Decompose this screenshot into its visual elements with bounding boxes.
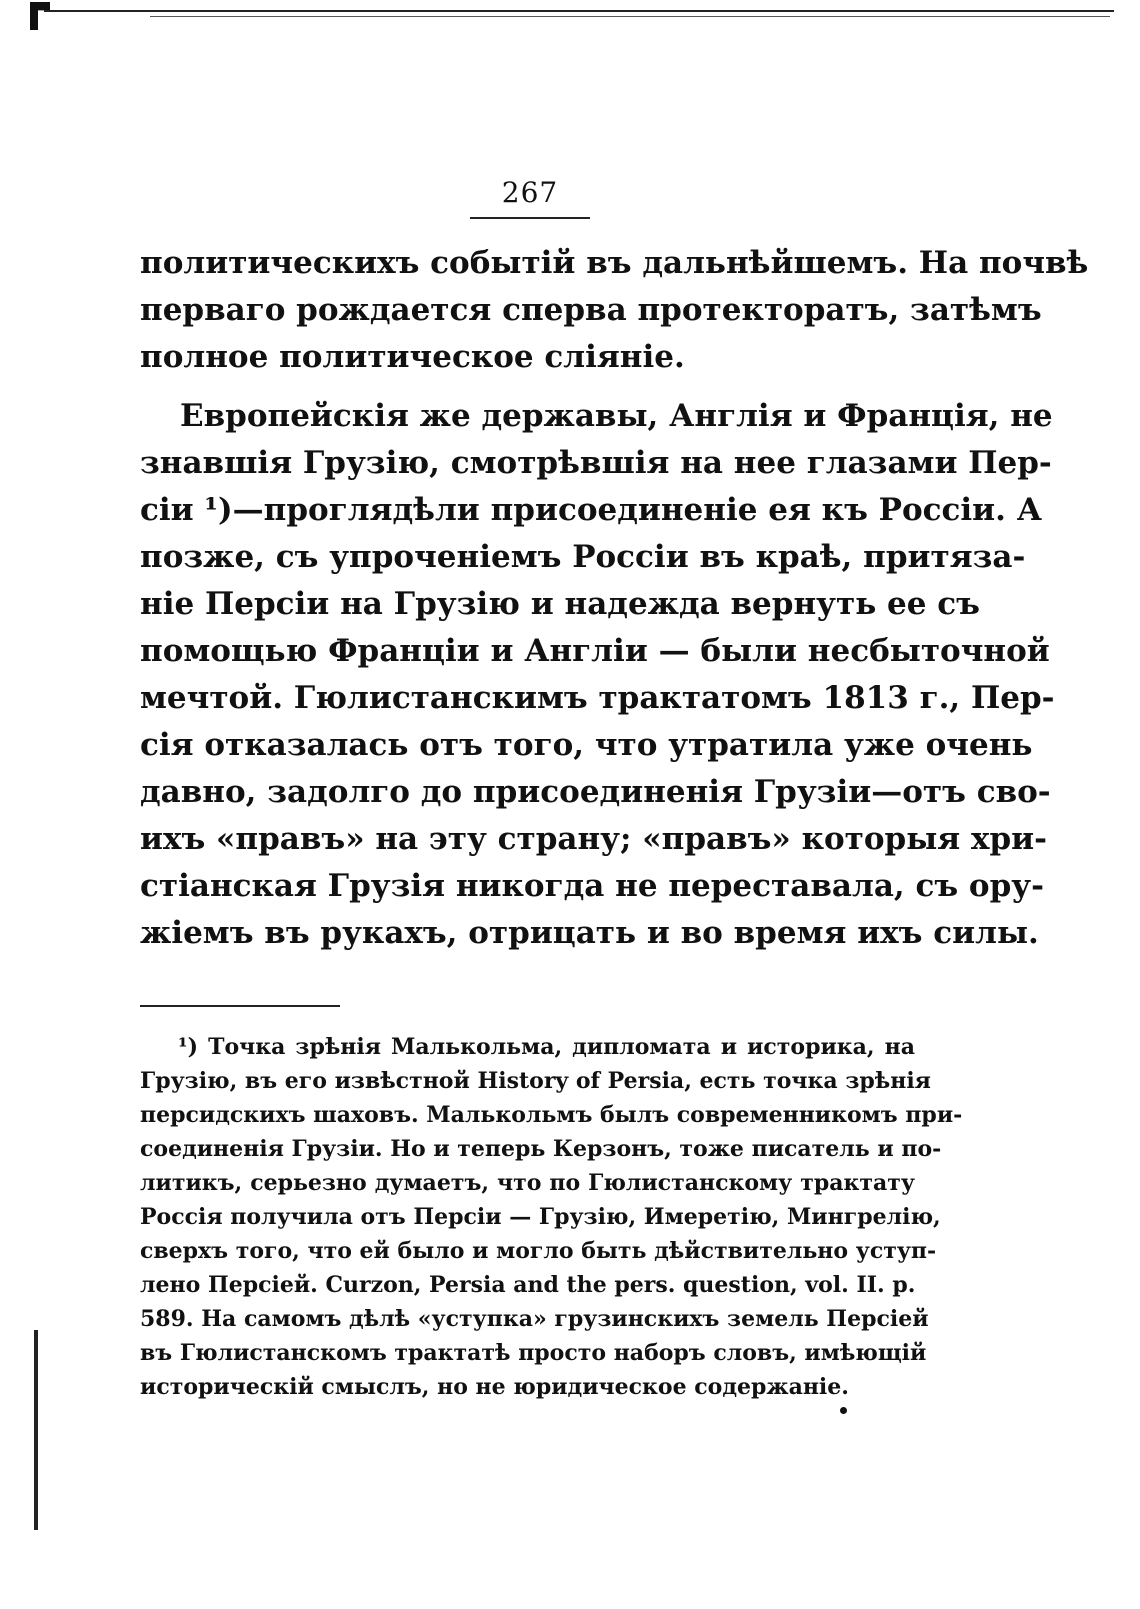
footnote-line: въ Гюлистанскомъ трактатѣ просто наборъ словъ, имѣющій	[140, 1340, 927, 1366]
footnote-line: литикъ, серьезно думаетъ, что по Гюлистанскому трактату	[140, 1170, 915, 1196]
text-line: сіи ¹)—проглядѣли присоединеніе ея къ Россіи. А	[140, 492, 1042, 528]
text-line: стіанская Грузія никогда не переставала, съ ору-	[140, 868, 1044, 904]
paragraph-2	[140, 393, 1055, 957]
footnote	[140, 1030, 963, 1404]
text-line: давно, задолго до присоединенія Грузіи—отъ сво-	[140, 774, 1051, 810]
footnote-line: соединенія Грузіи. Но и теперь Керзонъ, тоже писатель и по-	[140, 1136, 942, 1162]
text-line: мечтой. Гюлистанскимъ трактатомъ 1813 г., Пер-	[140, 680, 1055, 716]
page-number-rule	[470, 217, 590, 219]
text-line: Европейскія же державы, Англія и Франція, не	[180, 398, 1053, 434]
top-border-rule-thin	[150, 16, 1110, 17]
text-line: знавшія Грузію, смотрѣвшія на нее глазами Пер-	[140, 445, 1052, 481]
footnote-line: 589. На самомъ дѣлѣ «уступка» грузинскихъ земель Персіей	[140, 1306, 929, 1332]
ink-dot	[840, 1407, 847, 1414]
footnote-line: лено Персіей. Curzon, Persia and the pers. question, vol. II. p.	[140, 1272, 916, 1298]
text-line: ніе Персіи на Грузію и надежда вернуть ее съ	[140, 586, 980, 622]
footnote-line: Грузію, въ его извѣстной History of Persia, есть точка зрѣнія	[140, 1068, 931, 1094]
footnote-separator	[140, 1005, 340, 1007]
left-scan-edge	[34, 1330, 38, 1530]
paragraph-1	[140, 240, 1089, 381]
main-text	[140, 240, 1089, 957]
top-border-rule	[44, 10, 1114, 12]
footnote-line: историческій смыслъ, но не юридическое содержаніе.	[140, 1374, 849, 1400]
text-line: полное политическое сліяніе.	[140, 339, 685, 375]
text-line: позже, съ упроченіемъ Россіи въ краѣ, притяза-	[140, 539, 1026, 575]
footnote-line: Россія получила отъ Персіи — Грузію, Имеретію, Мингрелію,	[140, 1204, 941, 1230]
corner-scan-mark	[30, 2, 50, 30]
text-line: сія отказалась отъ того, что утратила уже очень	[140, 727, 1033, 763]
footnote-line: персидскихъ шаховъ. Малькольмъ былъ современникомъ при-	[140, 1102, 963, 1128]
footnote-line: ¹) Точка зрѣнія Малькольма, дипломата и историка, на	[178, 1034, 915, 1060]
text-line: ихъ «правъ» на эту страну; «правъ» которыя хри-	[140, 821, 1047, 857]
text-line: помощью Франціи и Англіи — были несбыточной	[140, 633, 1050, 669]
text-line: жіемъ въ рукахъ, отрицать и во время ихъ силы.	[140, 915, 1039, 951]
footnote-line: сверхъ того, что ей было и могло быть дѣйствительно уступ-	[140, 1238, 937, 1264]
text-line: перваго рождается сперва протекторатъ, затѣмъ	[140, 292, 1042, 328]
page-number: 267	[501, 176, 559, 209]
text-line: политическихъ событій въ дальнѣйшемъ. На почвѣ	[140, 245, 1089, 281]
